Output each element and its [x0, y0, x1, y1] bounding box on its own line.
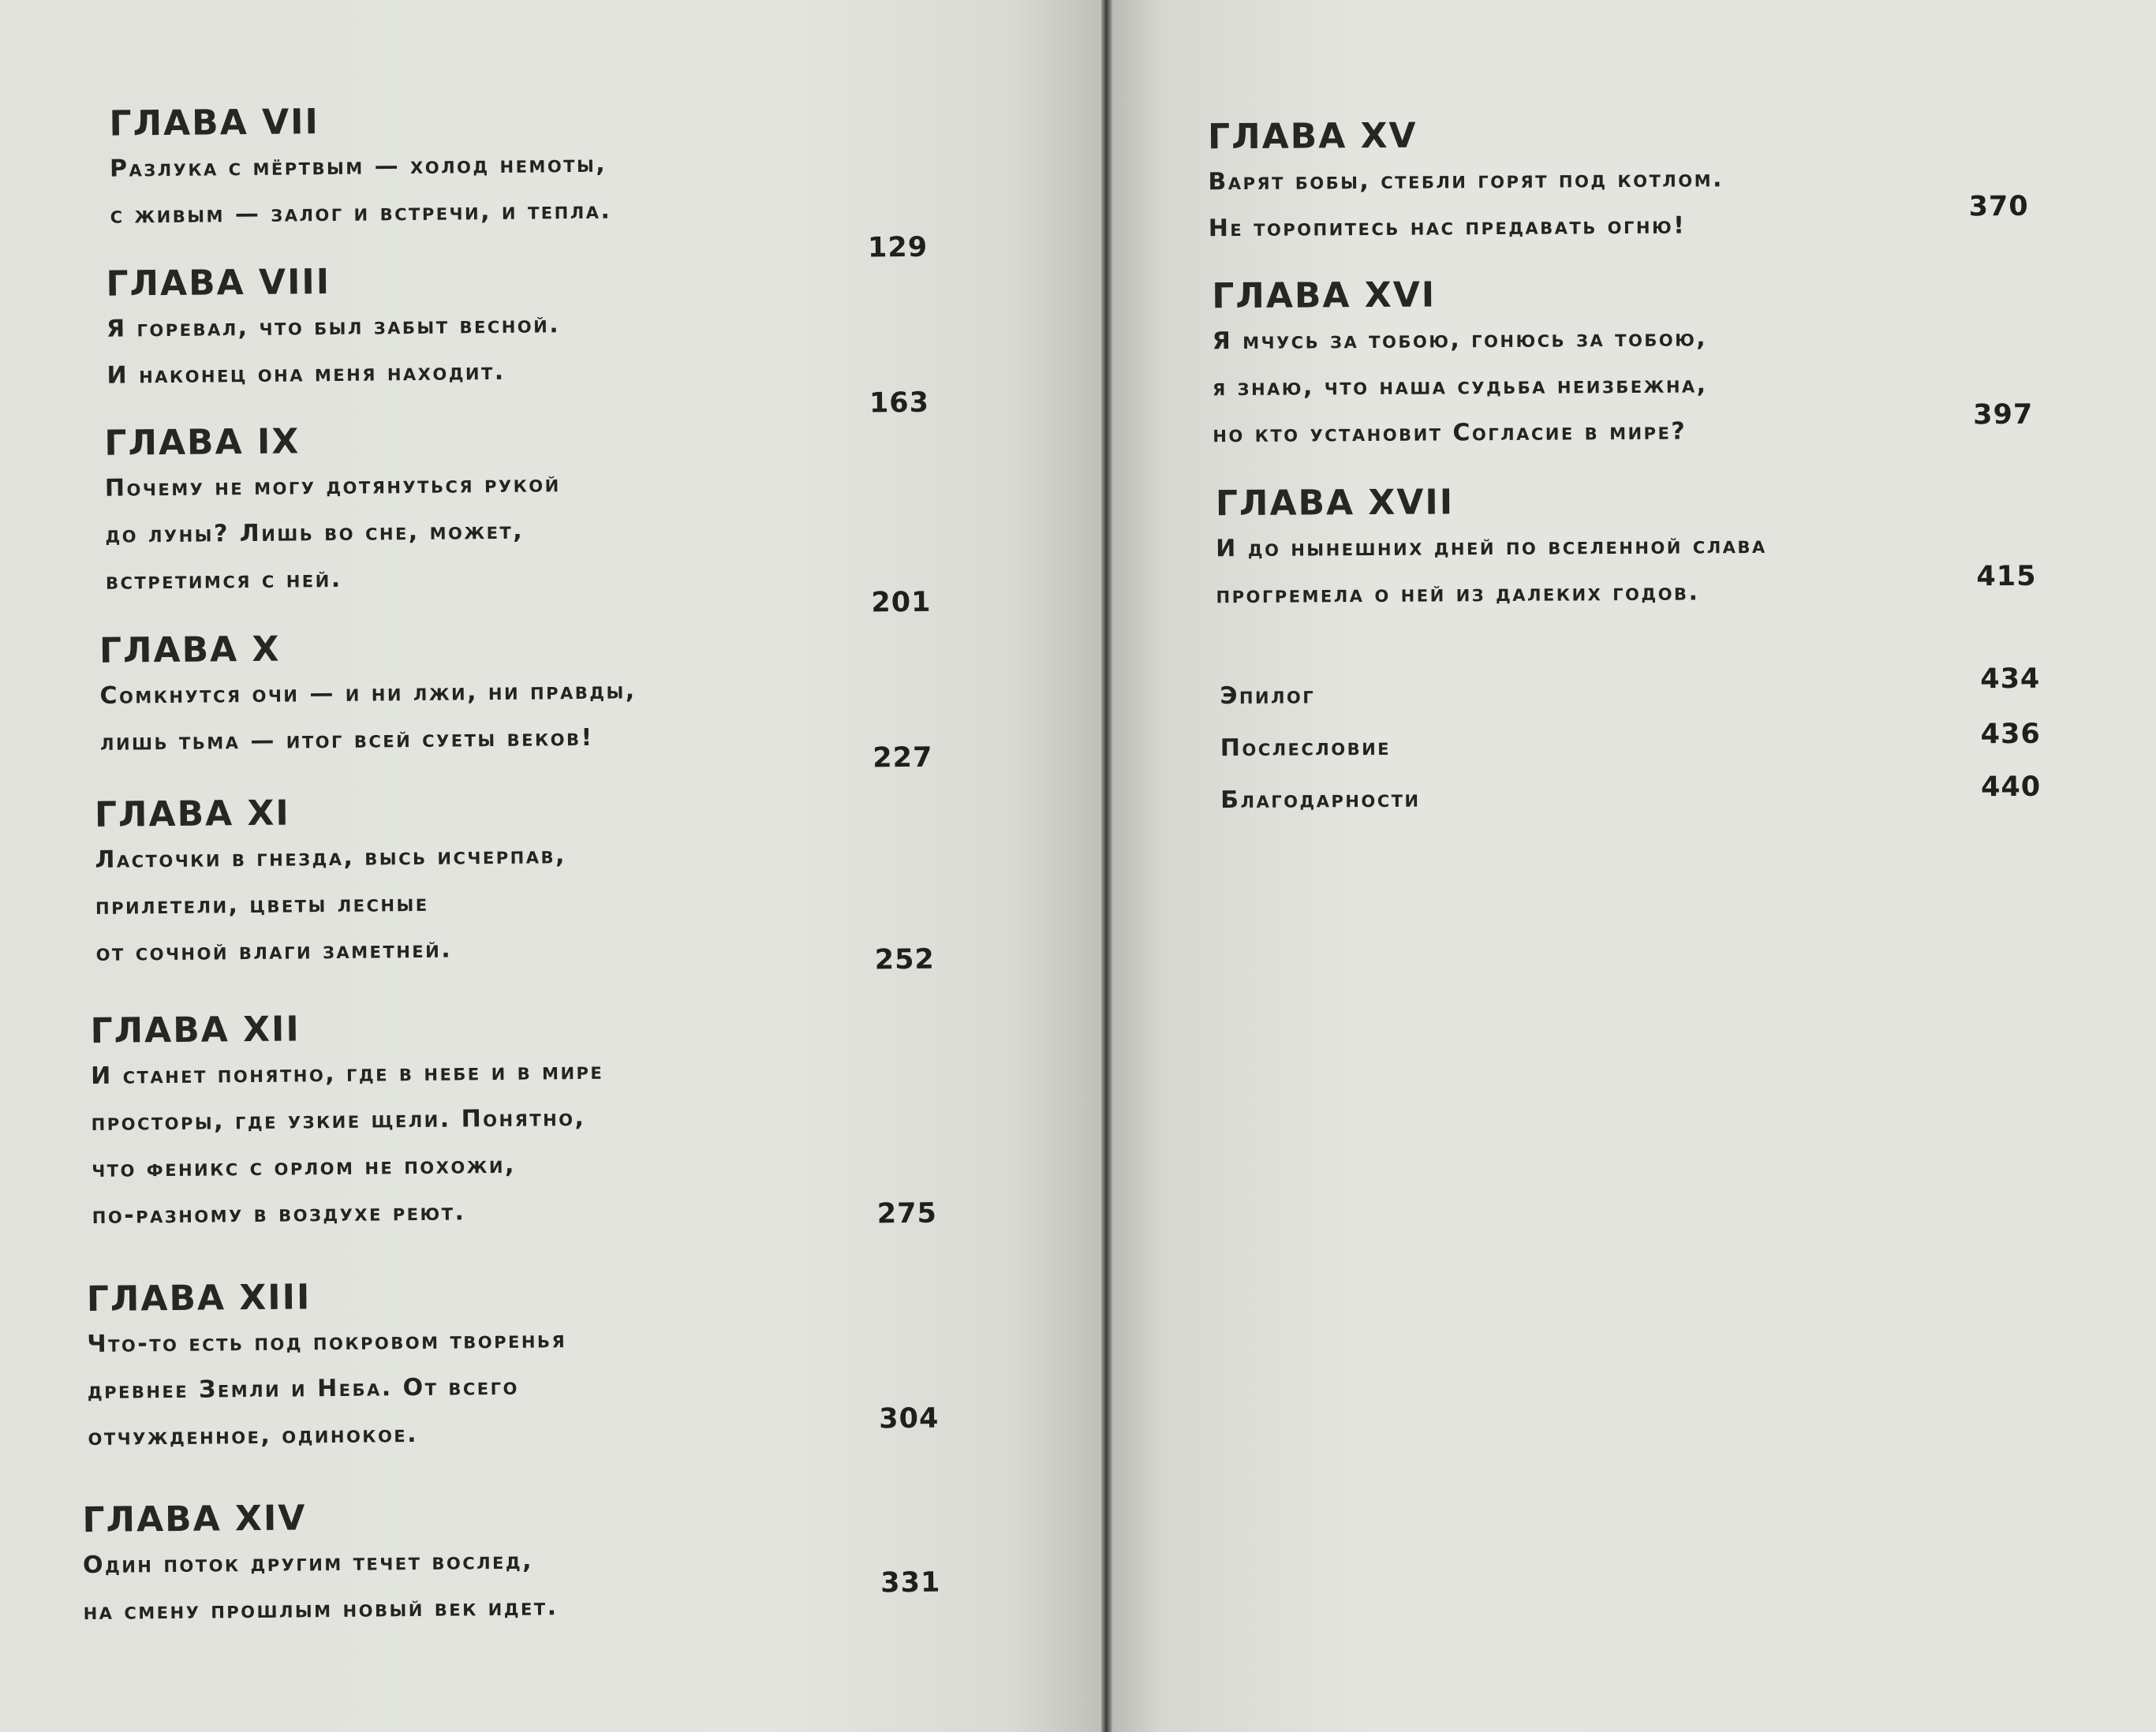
- page-number: 304: [879, 1402, 940, 1435]
- chapter-epigraph: [1216, 522, 1767, 618]
- chapter-heading: ГЛАВА XV: [1207, 115, 1418, 158]
- epigraph-line: просторы, где узкие щели. Понятно,: [91, 1103, 586, 1137]
- toc-entry: [95, 789, 568, 976]
- chapter-epigraph: [83, 1537, 559, 1635]
- epigraph-line: встретимся с ней.: [105, 565, 342, 595]
- epigraph-line: с живым — залог и встречи, и тепла.: [110, 196, 612, 230]
- chapter-epigraph: [1212, 315, 1708, 457]
- page-number: 275: [876, 1197, 938, 1230]
- epigraph-line: Один поток другим течет вослед,: [82, 1547, 534, 1580]
- epigraph-line: Я мчусь за тобою, гонюсь за тобою,: [1212, 324, 1708, 356]
- page-number: 370: [1968, 190, 2029, 223]
- epigraph-line: отчужденное, одинокое.: [88, 1420, 419, 1452]
- page-number: 436: [1980, 718, 2041, 751]
- epigraph-line: прилетели, цветы лесные: [95, 889, 429, 920]
- page-number: 331: [880, 1566, 941, 1599]
- page-number: 129: [867, 231, 929, 264]
- epigraph-line: по-разному в воздухе реют.: [92, 1198, 466, 1230]
- chapter-heading: ГЛАВА VIII: [106, 261, 331, 304]
- afterword-label: Послесловие: [1220, 733, 1392, 763]
- page-number: 201: [871, 586, 932, 619]
- epigraph-line: прогремела о ней из далеких годов.: [1216, 578, 1700, 610]
- chapter-heading: ГЛАВА XIII: [86, 1277, 312, 1320]
- epigraph-line: что феникс с орлом не похожи,: [92, 1151, 517, 1183]
- epigraph-line: Варят бобы, стебли горят под котлом.: [1208, 165, 1724, 196]
- page-number: 252: [874, 943, 935, 976]
- chapter-epigraph: [110, 141, 612, 239]
- chapter-heading: ГЛАВА X: [99, 629, 281, 671]
- page-number: 434: [1980, 663, 2041, 696]
- epigraph-line: Я горевал, что был забыт весной.: [106, 311, 561, 343]
- epigraph-line: Сомкнутся очи — и ни лжи, ни правды,: [99, 677, 637, 710]
- chapter-epigraph: [91, 1048, 605, 1239]
- chapter-heading: ГЛАВА XVII: [1215, 482, 1455, 524]
- toc-entry: [1208, 113, 1724, 252]
- epigraph-line: И станет понятно, где в небе и в мире: [90, 1057, 604, 1090]
- epigraph-line: но кто установит Согласие в мире?: [1213, 417, 1687, 449]
- epigraph-line: И наконец она меня находит.: [106, 357, 506, 390]
- chapter-epigraph: [95, 832, 567, 976]
- toc-entry: [104, 418, 562, 605]
- chapter-epigraph: [87, 1316, 567, 1461]
- toc-entry: [99, 625, 637, 766]
- toc-entry: [90, 1006, 605, 1239]
- toc-entry: [1212, 272, 1708, 457]
- epigraph-line: Ласточки в гнезда, высь исчерпав,: [95, 842, 567, 874]
- epigraph-line: на смену прошлым новый век идет.: [83, 1593, 559, 1626]
- epigraph-line: до луны? Лишь во сне, может,: [105, 517, 525, 549]
- toc-entry: [109, 99, 611, 239]
- chapter-epigraph: [1208, 155, 1724, 252]
- page-number: 415: [1976, 560, 2037, 593]
- epigraph-line: Не торопитесь нас предавать огню!: [1208, 211, 1687, 243]
- epigraph-line: Почему не могу дотянуться рукой: [104, 470, 561, 502]
- page-number: 163: [869, 386, 930, 420]
- toc-entry: [1216, 480, 1768, 618]
- toc-entry: [87, 1274, 568, 1461]
- toc-entry: [82, 1495, 559, 1635]
- toc-entry: [106, 259, 561, 399]
- chapter-epigraph: [99, 667, 637, 766]
- chapter-heading: ГЛАВА XIV: [82, 1498, 307, 1541]
- epigraph-line: я знаю, что наша судьба неизбежна,: [1212, 371, 1708, 402]
- epigraph-line: древнее Земли и Неба. От всего: [87, 1372, 520, 1405]
- chapter-heading: ГЛАВА VII: [109, 102, 320, 144]
- epigraph-line: И до нынешних дней по вселенной слава: [1216, 531, 1767, 563]
- chapter-heading: ГЛАВА XI: [94, 793, 291, 835]
- page-number: 227: [872, 741, 933, 775]
- epigraph-line: от сочной влаги заметней.: [95, 935, 453, 967]
- chapter-heading: ГЛАВА IX: [104, 421, 301, 464]
- right-page-contents: [1111, 0, 2156, 1732]
- chapter-epigraph: [106, 301, 561, 399]
- chapter-heading: ГЛАВА XII: [90, 1009, 301, 1051]
- epilogue-label: Эпилог: [1220, 681, 1316, 711]
- chapter-heading: ГЛАВА XVI: [1212, 274, 1437, 317]
- page-number: 397: [1973, 398, 2034, 431]
- epigraph-line: Что-то есть под покровом творенья: [87, 1326, 567, 1359]
- acknowledgements-label: Благодарности: [1220, 785, 1421, 815]
- epigraph-line: Разлука с мёртвым — холод немоты,: [109, 150, 607, 183]
- chapter-epigraph: [105, 461, 562, 605]
- epigraph-line: лишь тьма — итог всей суеты веков!: [99, 723, 594, 756]
- page-number: 440: [1980, 771, 2042, 804]
